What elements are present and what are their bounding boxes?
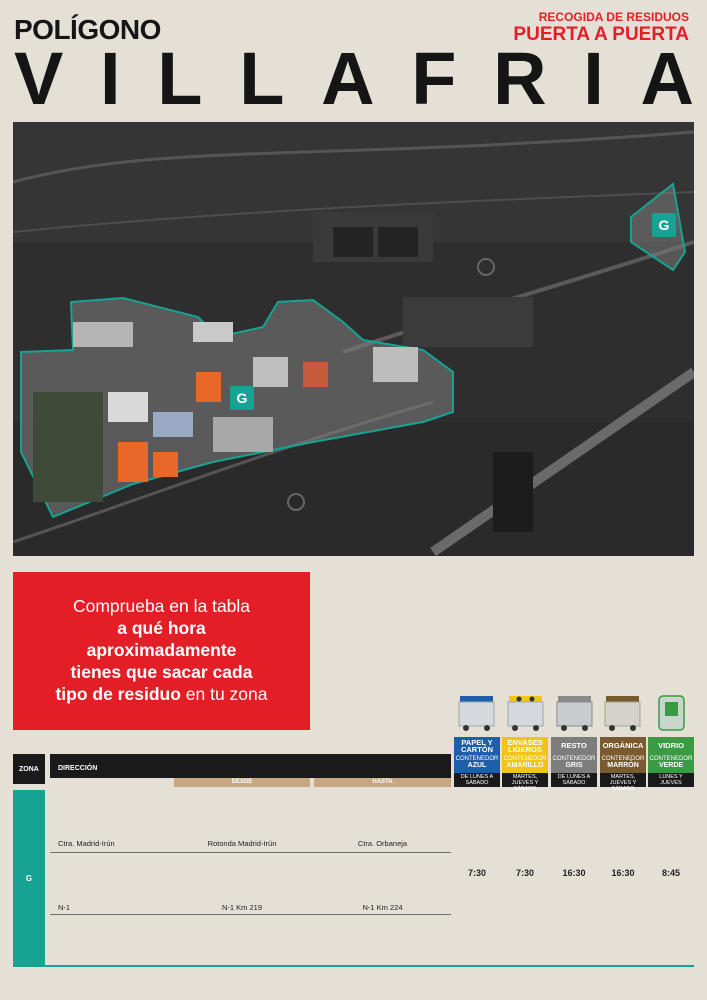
container-pre: CONTENEDOR [503,756,547,762]
title-letter: I [100,37,121,120]
category-days: MARTES, JUEVES Y SÁBADO [600,773,646,787]
title-letter: L [239,37,285,120]
zone-marker: G [652,213,676,237]
category-container [600,755,646,773]
category-name: RESTO [551,737,597,755]
title-letter: A [321,37,375,120]
category-resto [551,737,597,787]
category-container [454,755,500,773]
category-days: LUNES Y JUEVES [648,773,694,787]
category-name: VIDRIO [648,737,694,755]
title-letter: I [583,37,604,120]
service-title: RECOGIDA DE RESIDUOS [538,10,689,24]
time-organica: 16:30 [611,868,635,878]
header-direccion: DIRECCIÓN [50,754,451,778]
row-direccion: Ctra. Madrid-Irún [58,839,115,848]
info-line-bold: aproximadamente [86,640,237,661]
title-letter: A [640,37,694,120]
info-line-bold: tipo de residuo [55,683,181,704]
time-envases: 7:30 [515,868,534,878]
category-name: ORGÁNICA [600,737,646,755]
row-divider [50,852,451,853]
container-color: AZUL [467,762,487,770]
container-color: MARRÓN [607,762,639,770]
info-line: en tu zona [180,683,268,704]
container-pre: CONTENEDOR [552,756,596,762]
blue-bin-icon [454,692,499,732]
container-pre: CONTENEDOR [649,756,693,762]
category-days: MARTES, JUEVES Y SÁBADO [502,773,548,787]
info-box [13,572,310,730]
grey-bin-icon [552,692,597,732]
zone-marker: G [230,386,254,410]
row-divider [50,914,451,915]
category-container [648,755,694,773]
title-villafria [14,37,694,120]
table-bottom-rule [13,965,694,967]
bins-row [454,692,694,732]
service-subtitle: PUERTA A PUERTA [513,24,689,45]
category-container [551,755,597,773]
brown-bin-icon [600,692,645,732]
title-letter: F [411,37,457,120]
info-line: Comprueba en la tabla [72,596,251,617]
category-container [502,755,548,773]
row-desde: Rotonda Madrid-Irún [207,839,277,848]
header-desde: DESDE [174,778,310,787]
container-color: GRIS [565,762,583,770]
row-hasta: N-1 Km 224 [362,903,403,912]
container-pre: CONTENEDOR [455,756,499,762]
container-color: AMARILLO [506,762,544,770]
category-name: ENVASES LIGEROS [502,737,548,755]
green-igloo-icon [649,692,694,732]
title-poligono: POLÍGONO [14,14,161,45]
category-vidrio [648,737,694,787]
info-line-bold: a qué hora [117,618,206,639]
category-envases [502,737,548,793]
container-pre: CONTENEDOR [601,756,645,762]
zone-cell: G [13,790,45,966]
category-days: DE LUNES A SÁBADO [454,773,500,787]
aerial-map [13,122,694,556]
category-name: PAPEL Y CARTÓN [454,737,500,755]
map-image [13,122,694,556]
time-resto: 16:30 [562,868,586,878]
row-desde: N-1 Km 219 [221,903,263,912]
category-days: DE LUNES A SÁBADO [551,773,597,787]
yellow-bin-icon [503,692,548,732]
row-direccion: N-1 [58,903,71,912]
category-papel [454,737,500,787]
title-letter: R [493,37,547,120]
category-organica [600,737,646,793]
header-hasta: HASTA [314,778,451,787]
container-color: VERDE [658,762,684,770]
row-hasta: Ctra. Orbaneja [357,839,408,848]
time-papel: 7:30 [467,868,486,878]
info-line-bold: tienes que sacar cada [70,661,253,682]
title-letter: V [14,37,64,120]
header-zona: ZONA [13,754,45,784]
title-letter: L [157,37,203,120]
time-vidrio: 8:45 [661,868,680,878]
